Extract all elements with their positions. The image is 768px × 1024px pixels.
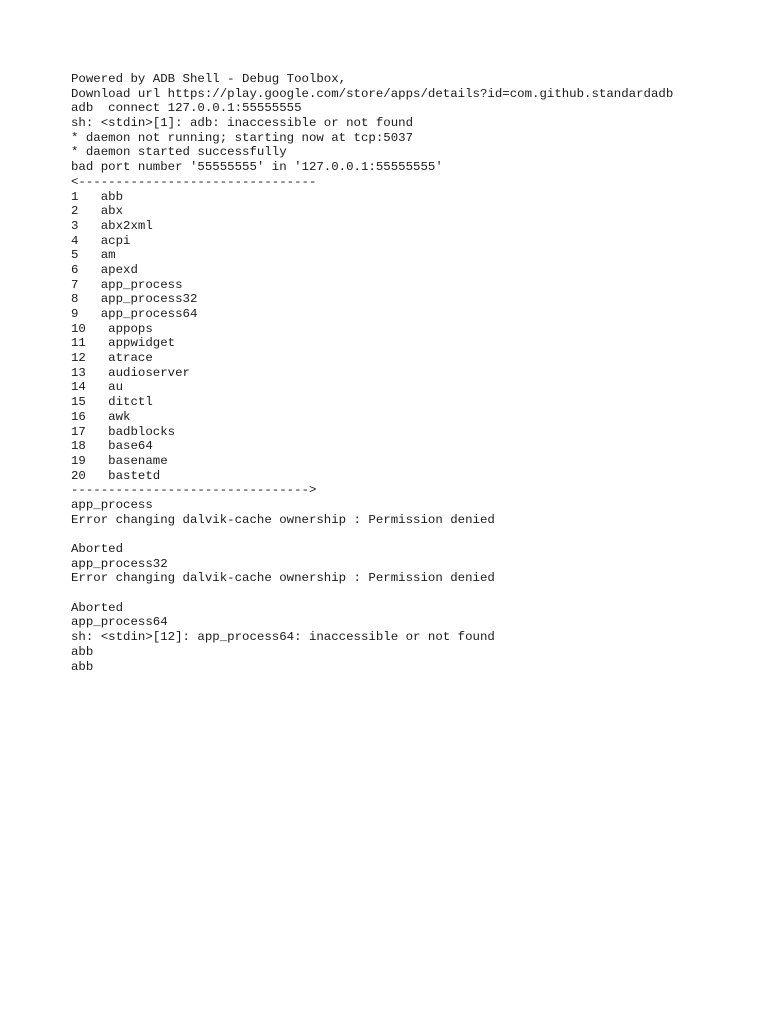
- log-line: 1 abb: [71, 189, 124, 204]
- log-line: Powered by ADB Shell - Debug Toolbox,: [71, 72, 347, 86]
- log-line: abb: [71, 644, 94, 659]
- log-line: adb connect 127.0.0.1:55555555: [71, 101, 302, 116]
- log-line: abb: [71, 659, 94, 674]
- log-line: 18 base64: [71, 439, 153, 454]
- log-line: 10 appops: [71, 321, 153, 336]
- log-line: 17 badblocks: [71, 424, 176, 439]
- log-line: 3 abx2xml: [71, 218, 153, 233]
- log-line: * daemon not running; starting now at tcp:5037: [71, 130, 414, 145]
- log-line: app_process: [71, 497, 153, 512]
- log-line: Error changing dalvik-cache ownership : Permission denied: [71, 512, 495, 527]
- blank-line: [71, 586, 751, 601]
- log-line: 7 app_process: [71, 277, 183, 292]
- log-line: Error changing dalvik-cache ownership : Permission denied: [71, 571, 495, 586]
- log-line: 19 basename: [71, 453, 168, 468]
- log-line: 5 am: [71, 248, 116, 263]
- log-line: Download url https://play.google.com/store/apps/details?id=com.github.standardadb: [71, 86, 674, 101]
- log-line: 16 awk: [71, 409, 131, 424]
- log-line: 6 apexd: [71, 262, 138, 277]
- log-line: sh: <stdin>[12]: app_process64: inaccessible or not found: [71, 630, 495, 645]
- log-line: 2 abx: [71, 204, 124, 219]
- blank-line: [71, 527, 751, 542]
- log-line: 13 audioserver: [71, 365, 190, 380]
- log-line: 20 bastetd: [71, 468, 161, 483]
- log-line: sh: <stdin>[1]: adb: inaccessible or not found: [71, 116, 414, 131]
- log-line: 14 au: [71, 380, 124, 395]
- log-line: 12 atrace: [71, 351, 153, 366]
- terminal-log: [71, 72, 751, 674]
- log-line: 15 ditctl: [71, 395, 153, 410]
- log-line: * daemon started successfully: [71, 145, 287, 160]
- log-line: 11 appwidget: [71, 336, 176, 351]
- log-line: app_process64: [71, 615, 168, 630]
- log-line: 8 app_process32: [71, 292, 198, 307]
- log-line: -------------------------------->: [71, 483, 317, 498]
- log-line: 4 acpi: [71, 233, 131, 248]
- log-line: 9 app_process64: [71, 307, 198, 321]
- log-line: bad port number '55555555' in '127.0.0.1:55555555': [71, 160, 443, 175]
- log-line: Aborted: [71, 600, 124, 615]
- log-line: app_process32: [71, 556, 168, 571]
- log-line: <--------------------------------: [71, 174, 317, 189]
- log-line: Aborted: [71, 542, 124, 556]
